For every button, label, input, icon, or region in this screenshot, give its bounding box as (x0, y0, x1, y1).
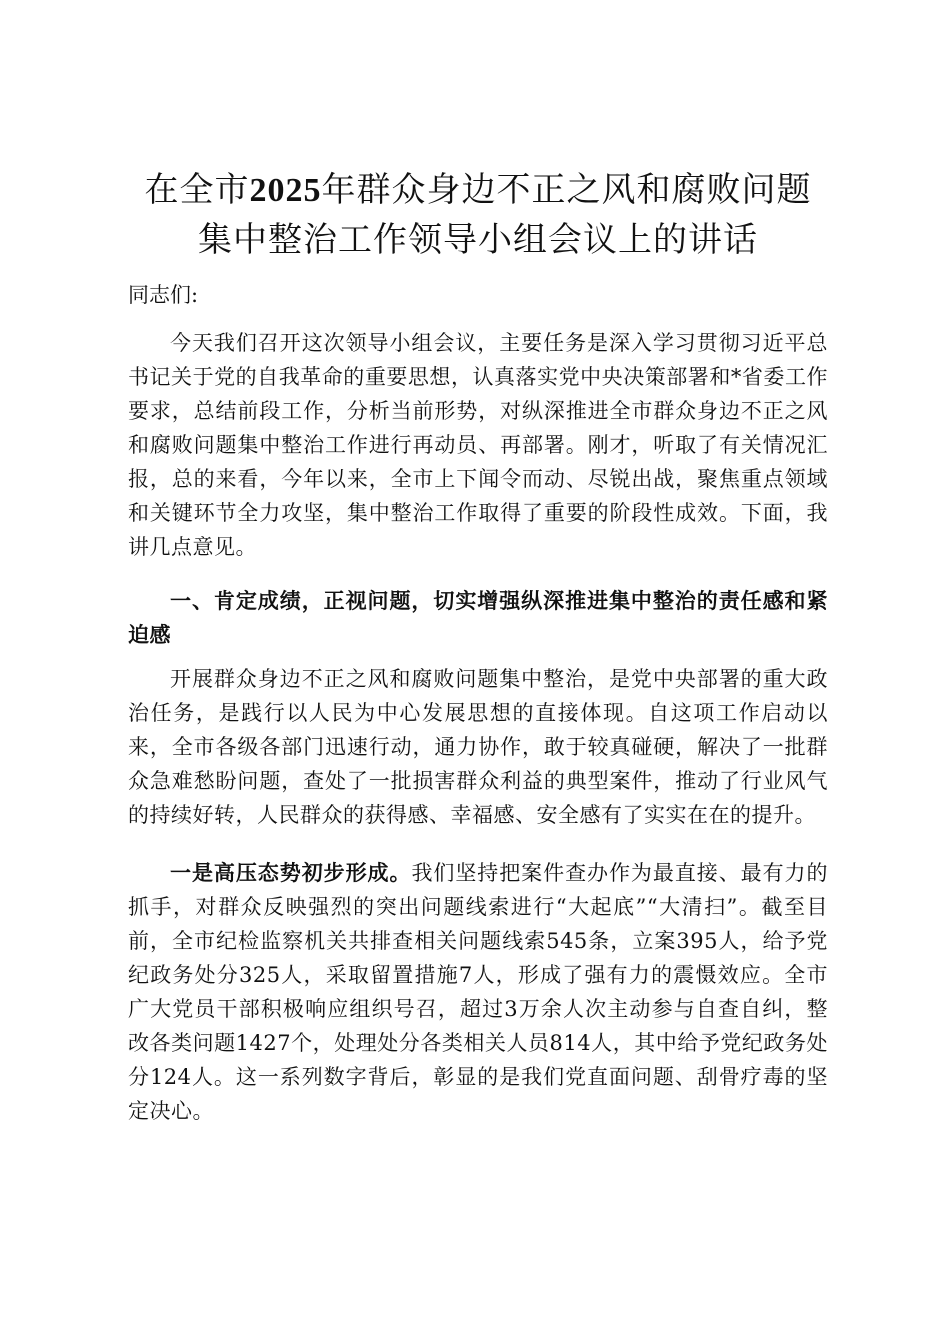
document-title-line-1 (128, 166, 828, 215)
salutation: 同志们: (128, 283, 199, 307)
intro-paragraph: 今天我们召开这次领导小组会议，主要任务是深入学习贯彻习近平总书记关于党的自我革命的重要思想，认真落实党中央决策部署和*省委工作要求，总结前段工作，分析当前形势，对纵深推进全市群众身边不正之风和腐败问题集中整治工作进行再动员、再部署。刚才，听取了有关情况汇报，总的来看，今年以来，全市上下闻令而动、尽锐出战，聚焦重点领域和关键环节全力攻坚，集中整治工作取得了重要的阶段性成效。下面，我讲几点意见。 (128, 331, 828, 559)
point-1-body: 我们坚持把案件查办作为最直接、最有力的抓手，对群众反映强烈的突出问题线索进行“大起底”“大清扫”。截至目前，全市纪检监察机关共排查相关问题线索545条，立案395人，给予党纪政务处分325人，采取留置措施7人，形成了强有力的震慑效应。全市广大党员干部积极响应组织号召，超过3万余人次主动参与自查自纠，整改各类问题1427个，处理处分各类相关人员814人，其中给予党纪政务处分124人。这一系列数字背后，彰显的是我们党直面问题、刮骨疗毒的坚定决心。 (128, 861, 829, 1123)
document-title-line-2: 集中整治工作领导小组会议上的讲话 (198, 220, 758, 260)
section-1-point-1 (128, 856, 828, 1128)
point-1-lead: 一是高压态势初步形成。 (170, 860, 412, 885)
title-suffix: 年群众身边不正之风和腐败问题 (321, 170, 812, 210)
section-1-paragraph: 开展群众身边不正之风和腐败问题集中整治，是党中央部署的重大政治任务，是践行以人民为中心发展思想的直接体现。自这项工作启动以来，全市各级各部门迅速行动，通力协作，敢于较真碰硬，解决了一批群众急难愁盼问题，查处了一批损害群众利益的典型案件，推动了行业风气的持续好转，人民群众的获得感、幸福感、安全感有了实实在在的提升。 (128, 667, 828, 827)
title-year: 2025 (249, 172, 322, 209)
title-prefix: 在全市 (144, 170, 250, 210)
section-heading-1: 一、肯定成绩，正视问题，切实增强纵深推进集中整治的责任感和紧迫感 (128, 588, 828, 647)
